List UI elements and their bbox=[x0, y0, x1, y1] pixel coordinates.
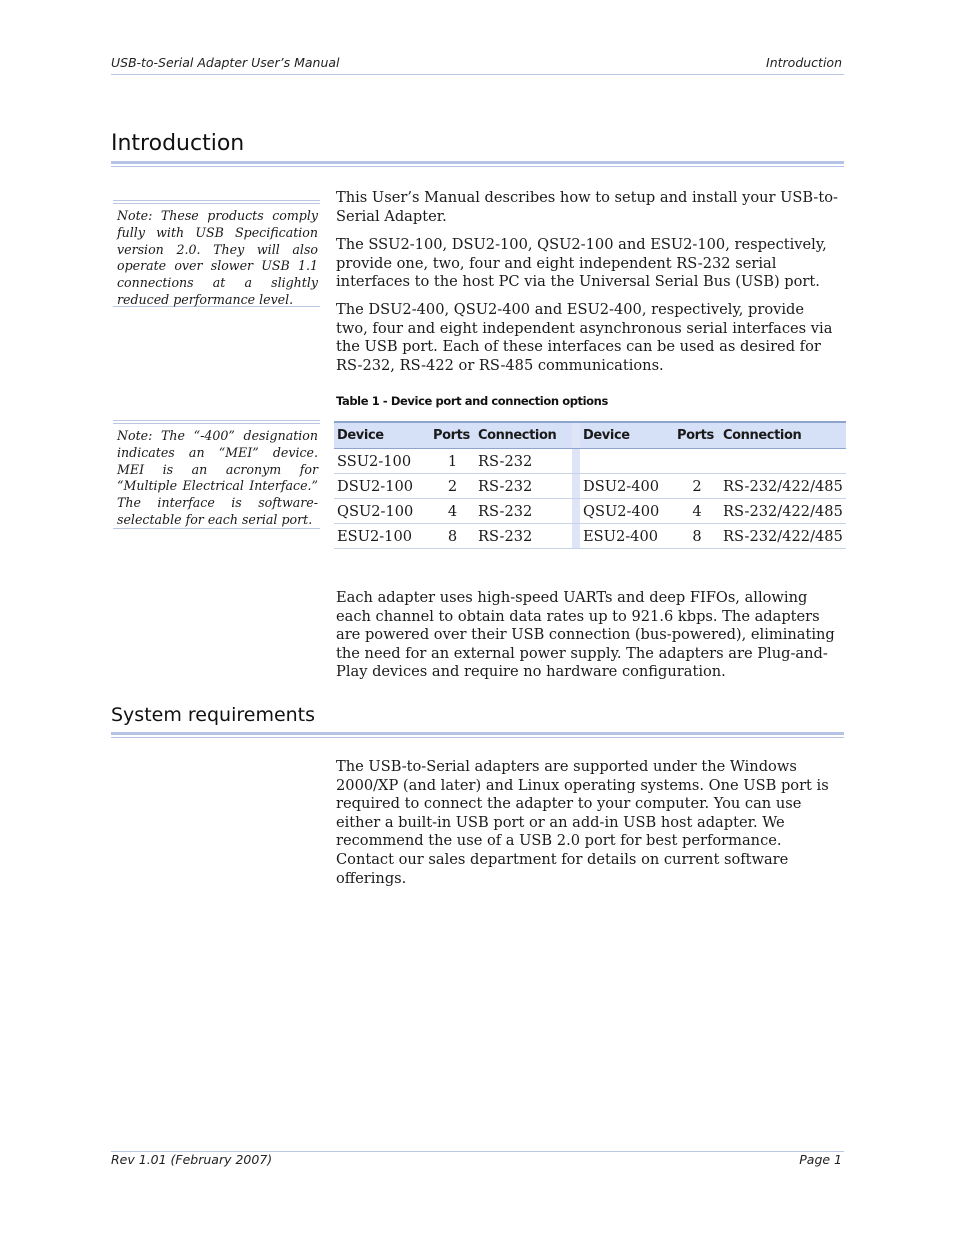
header-rule bbox=[111, 74, 844, 75]
table-row bbox=[334, 449, 846, 474]
table-cell-connection: RS-232 bbox=[475, 499, 572, 524]
footer-revision: Rev 1.01 (February 2007) bbox=[111, 1152, 273, 1167]
table-row bbox=[334, 474, 846, 499]
table-caption: Table 1 - Device port and connection options bbox=[336, 394, 608, 408]
section-title-rule bbox=[111, 732, 844, 739]
table-cell-connection: RS-232 bbox=[475, 474, 572, 499]
table-cell-device: QSU2-100 bbox=[334, 499, 430, 524]
col-separator bbox=[572, 422, 580, 449]
sidebar-note-mei: Note: The “-400” designation indicates an “MEI” device. MEI is an acronym for “Multiple Electrical Interface.” The interface is software-selectable for each serial port. bbox=[113, 423, 320, 529]
table-cell-separator bbox=[572, 499, 580, 524]
col-header-ports: Ports bbox=[674, 422, 720, 449]
table-cell-connection: RS-232/422/485 bbox=[720, 524, 846, 549]
intro-paragraph-1: This User’s Manual describes how to setup and install your USB-to-Serial Adapter. bbox=[336, 189, 838, 225]
col-header-connection: Connection bbox=[720, 422, 846, 449]
table-cell-separator bbox=[572, 449, 580, 474]
table-cell-ports: 8 bbox=[674, 524, 720, 549]
table-cell-connection: RS-232 bbox=[475, 449, 572, 474]
table-cell-ports: 2 bbox=[674, 474, 720, 499]
table-cell-device bbox=[580, 449, 674, 474]
table-cell-device: SSU2-100 bbox=[334, 449, 430, 474]
section-title-introduction: Introduction bbox=[111, 131, 245, 156]
col-header-connection: Connection bbox=[475, 422, 572, 449]
table-cell-device: ESU2-100 bbox=[334, 524, 430, 549]
table-cell-ports: 8 bbox=[430, 524, 475, 549]
table-cell-device: ESU2-400 bbox=[580, 524, 674, 549]
system-requirements-paragraph: The USB-to-Serial adapters are supported under the Windows 2000/XP (and later) and Linux operating systems. One USB port is required to connect the adapter to your computer. You can use either a built-in USB port or an add-in USB host adapter. We recommend the use of a USB 2.0 port for best performance. Contact our sales department for details on current software offerings. bbox=[336, 758, 829, 887]
intro-paragraph-2: The SSU2-100, DSU2-100, QSU2-100 and ESU2-100, respectively, provide one, two, four and eight independent RS-232 serial interfaces to the host PC via the Universal Serial Bus (USB) port. bbox=[336, 236, 827, 291]
col-header-device: Device bbox=[580, 422, 674, 449]
footer-page-number: Page 1 bbox=[799, 1152, 842, 1167]
table-cell-ports: 1 bbox=[430, 449, 475, 474]
intro-paragraph-4: Each adapter uses high-speed UARTs and deep FIFOs, allowing each channel to obtain data rates up to 921.6 kbps. The adapters are powered over their USB connection (bus-powered), eliminating the need for an external power supply. The adapters are Plug-and-Play devices and require no hardware configuration. bbox=[336, 589, 835, 681]
table-header-row bbox=[334, 422, 846, 449]
sidebar-note-usb-spec: Note: These products comply fully with USB Specification version 2.0. They will also operate over slower USB 1.1 connections at a slightly reduced performance level. bbox=[113, 203, 320, 307]
table-cell-device: DSU2-400 bbox=[580, 474, 674, 499]
col-header-device: Device bbox=[334, 422, 430, 449]
table-cell-ports: 2 bbox=[430, 474, 475, 499]
table-cell-separator bbox=[572, 524, 580, 549]
table-cell-connection bbox=[720, 449, 846, 474]
table-row bbox=[334, 499, 846, 524]
table-cell-ports bbox=[674, 449, 720, 474]
section-title-system-requirements: System requirements bbox=[111, 704, 316, 726]
table-cell-ports: 4 bbox=[674, 499, 720, 524]
table-cell-device: QSU2-400 bbox=[580, 499, 674, 524]
table-cell-ports: 4 bbox=[430, 499, 475, 524]
section-title-rule bbox=[111, 161, 844, 168]
intro-paragraph-3: The DSU2-400, QSU2-400 and ESU2-400, respectively, provide two, four and eight independent asynchronous serial interfaces via the USB port. Each of these interfaces can be used as desired for RS-232, RS-422 or RS-485 communications. bbox=[336, 301, 833, 374]
table-row bbox=[334, 524, 846, 549]
table-cell-separator bbox=[572, 474, 580, 499]
table-cell-connection: RS-232/422/485 bbox=[720, 474, 846, 499]
running-header-section: Introduction bbox=[766, 55, 842, 70]
col-header-ports: Ports bbox=[430, 422, 475, 449]
table-cell-connection: RS-232 bbox=[475, 524, 572, 549]
table-cell-device: DSU2-100 bbox=[334, 474, 430, 499]
table-cell-connection: RS-232/422/485 bbox=[720, 499, 846, 524]
running-header-title: USB-to-Serial Adapter User’s Manual bbox=[111, 55, 340, 70]
device-port-table bbox=[334, 421, 846, 549]
